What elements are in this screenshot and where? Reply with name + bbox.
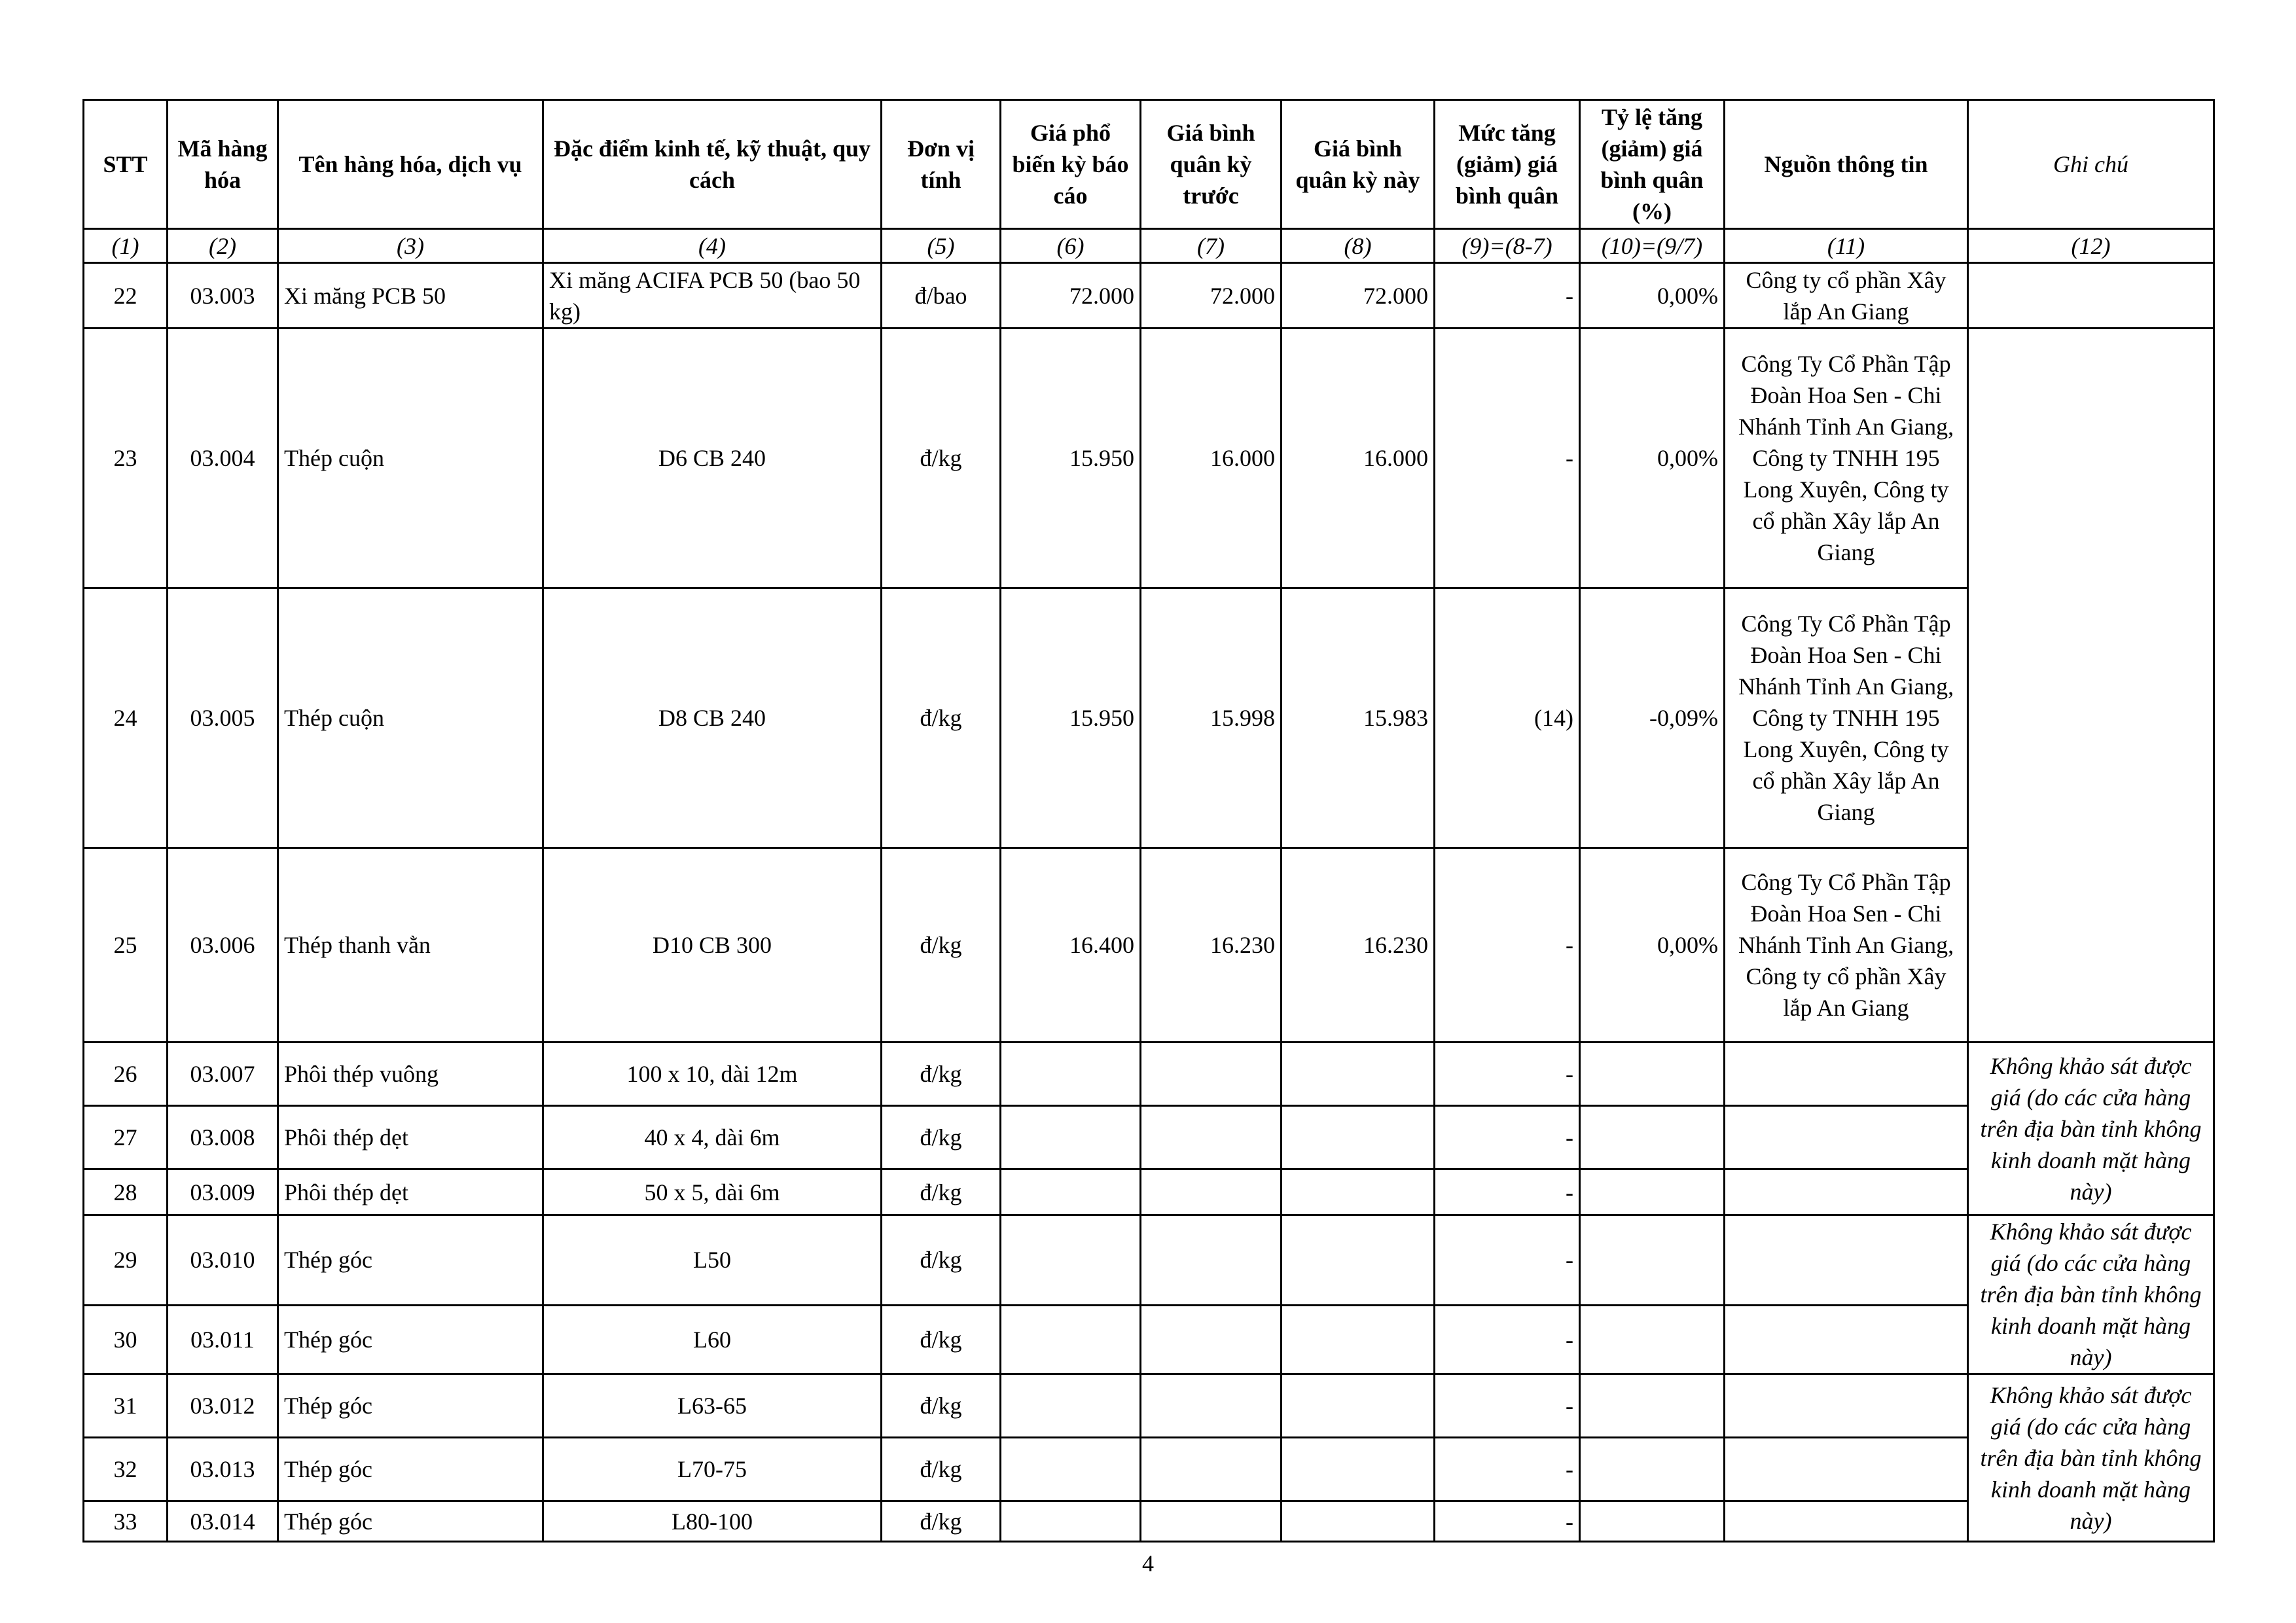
cell-code: 03.012 [168, 1374, 278, 1438]
cell-note [1968, 329, 2214, 1043]
column-number: (5) [882, 229, 1001, 263]
header-curr-avg: Giá bình quân kỳ này [1282, 100, 1435, 229]
cell-source: Công Ty Cổ Phần Tập Đoàn Hoa Sen - Chi Nhánh Tỉnh An Giang, Công ty TNHH 195 Long Xuyên, Công ty cổ phần Xây lắp An Giang [1725, 329, 1968, 588]
cell-note [1968, 263, 2214, 329]
cell-spec: L60 [543, 1305, 882, 1374]
cell-unit: đ/kg [882, 1305, 1001, 1374]
cell-common-price: 15.950 [1001, 329, 1141, 588]
cell-code: 03.011 [168, 1305, 278, 1374]
cell-unit: đ/kg [882, 329, 1001, 588]
cell-spec: L63-65 [543, 1374, 882, 1438]
cell-note-survey: Không khảo sát được giá (do các cửa hàng trên địa bàn tỉnh không kinh doanh mặt hàng này) [1968, 1215, 2214, 1374]
cell-change: - [1435, 1106, 1580, 1169]
table-row [84, 1438, 2214, 1501]
column-number: (6) [1001, 229, 1141, 263]
cell-curr-avg: 16.230 [1282, 848, 1435, 1043]
cell-name: Thép thanh vằn [278, 848, 543, 1043]
cell-code: 03.004 [168, 329, 278, 588]
cell-change: (14) [1435, 588, 1580, 848]
cell-rate: 0,00% [1580, 329, 1725, 588]
cell-change: - [1435, 1501, 1580, 1542]
cell-rate: -0,09% [1580, 588, 1725, 848]
cell-note-survey: Không khảo sát được giá (do các cửa hàng trên địa bàn tỉnh không kinh doanh mặt hàng này) [1968, 1374, 2214, 1542]
cell-change: - [1435, 1305, 1580, 1374]
cell-name: Xi măng PCB 50 [278, 263, 543, 329]
cell-change: - [1435, 1374, 1580, 1438]
table-row [84, 1169, 2214, 1215]
cell-name: Thép góc [278, 1438, 543, 1501]
cell-unit: đ/kg [882, 1169, 1001, 1215]
cell-spec: 40 x 4, dài 6m [543, 1106, 882, 1169]
header-rate: Tỷ lệ tăng (giảm) giá bình quân (%) [1580, 100, 1725, 229]
table-row [84, 263, 2214, 329]
cell-name: Thép cuộn [278, 329, 543, 588]
column-number: (7) [1141, 229, 1282, 263]
cell-unit: đ/kg [882, 1043, 1001, 1106]
page-number: 4 [1142, 1550, 1154, 1577]
cell-unit: đ/kg [882, 848, 1001, 1043]
cell-change: - [1435, 1169, 1580, 1215]
cell-stt: 22 [84, 263, 168, 329]
header-source: Nguồn thông tin [1725, 100, 1968, 229]
cell-code: 03.013 [168, 1438, 278, 1501]
column-number: (2) [168, 229, 278, 263]
cell-note-survey: Không khảo sát được giá (do các cửa hàng trên địa bàn tỉnh không kinh doanh mặt hàng này) [1968, 1043, 2214, 1215]
cell-unit: đ/kg [882, 1438, 1001, 1501]
cell-spec: D6 CB 240 [543, 329, 882, 588]
column-number-row [84, 229, 2214, 263]
cell-unit: đ/kg [882, 1106, 1001, 1169]
table-row [84, 329, 2214, 588]
table-row [84, 588, 2214, 848]
table-row [84, 848, 2214, 1043]
cell-code: 03.005 [168, 588, 278, 848]
header-note: Ghi chú [1968, 100, 2214, 229]
cell-stt: 33 [84, 1501, 168, 1542]
cell-spec: L80-100 [543, 1501, 882, 1542]
cell-code: 03.003 [168, 263, 278, 329]
table-row [84, 1106, 2214, 1169]
cell-change: - [1435, 1043, 1580, 1106]
cell-change: - [1435, 329, 1580, 588]
header-spec: Đặc điểm kinh tế, kỹ thuật, quy cách [543, 100, 882, 229]
column-number: (12) [1968, 229, 2214, 263]
table-row [84, 1215, 2214, 1306]
cell-name: Phôi thép dẹt [278, 1169, 543, 1215]
header-stt: STT [84, 100, 168, 229]
cell-source: Công ty cổ phần Xây lắp An Giang [1725, 263, 1968, 329]
column-number: (11) [1725, 229, 1968, 263]
cell-change: - [1435, 848, 1580, 1043]
cell-rate: 0,00% [1580, 848, 1725, 1043]
cell-name: Thép góc [278, 1501, 543, 1542]
cell-name: Phôi thép vuông [278, 1043, 543, 1106]
column-number: (9)=(8-7) [1435, 229, 1580, 263]
header-code: Mã hàng hóa [168, 100, 278, 229]
cell-stt: 32 [84, 1438, 168, 1501]
cell-common-price: 16.400 [1001, 848, 1141, 1043]
cell-change: - [1435, 263, 1580, 329]
cell-curr-avg: 15.983 [1282, 588, 1435, 848]
cell-stt: 31 [84, 1374, 168, 1438]
header-change: Mức tăng (giảm) giá bình quân [1435, 100, 1580, 229]
column-number: (1) [84, 229, 168, 263]
cell-stt: 28 [84, 1169, 168, 1215]
cell-spec: L50 [543, 1215, 882, 1306]
cell-spec: D8 CB 240 [543, 588, 882, 848]
cell-change: - [1435, 1215, 1580, 1306]
cell-curr-avg: 72.000 [1282, 263, 1435, 329]
cell-prev-avg: 72.000 [1141, 263, 1282, 329]
price-table [82, 99, 2215, 1543]
cell-common-price: 15.950 [1001, 588, 1141, 848]
table-row [84, 1043, 2214, 1106]
cell-stt: 29 [84, 1215, 168, 1306]
cell-spec: Xi măng ACIFA PCB 50 (bao 50 kg) [543, 263, 882, 329]
cell-unit: đ/kg [882, 1215, 1001, 1306]
header-unit: Đơn vị tính [882, 100, 1001, 229]
cell-stt: 27 [84, 1106, 168, 1169]
column-number: (3) [278, 229, 543, 263]
cell-stt: 23 [84, 329, 168, 588]
cell-stt: 24 [84, 588, 168, 848]
cell-code: 03.007 [168, 1043, 278, 1106]
cell-unit: đ/kg [882, 1374, 1001, 1438]
cell-prev-avg: 16.230 [1141, 848, 1282, 1043]
cell-name: Thép góc [278, 1215, 543, 1306]
header-row [84, 100, 2214, 229]
cell-source: Công Ty Cổ Phần Tập Đoàn Hoa Sen - Chi Nhánh Tỉnh An Giang, Công ty TNHH 195 Long Xuyên, Công ty cổ phần Xây lắp An Giang [1725, 588, 1968, 848]
cell-prev-avg: 16.000 [1141, 329, 1282, 588]
cell-spec: L70-75 [543, 1438, 882, 1501]
cell-code: 03.006 [168, 848, 278, 1043]
header-prev-avg: Giá bình quân kỳ trước [1141, 100, 1282, 229]
table-row [84, 1374, 2214, 1438]
column-number: (8) [1282, 229, 1435, 263]
cell-stt: 26 [84, 1043, 168, 1106]
header-name: Tên hàng hóa, dịch vụ [278, 100, 543, 229]
cell-unit: đ/kg [882, 1501, 1001, 1542]
header-common-price: Giá phổ biến kỳ báo cáo [1001, 100, 1141, 229]
cell-name: Thép góc [278, 1305, 543, 1374]
cell-common-price: 72.000 [1001, 263, 1141, 329]
cell-code: 03.009 [168, 1169, 278, 1215]
cell-unit: đ/bao [882, 263, 1001, 329]
cell-name: Thép góc [278, 1374, 543, 1438]
cell-prev-avg: 15.998 [1141, 588, 1282, 848]
cell-stt: 30 [84, 1305, 168, 1374]
cell-spec: 50 x 5, dài 6m [543, 1169, 882, 1215]
cell-code: 03.014 [168, 1501, 278, 1542]
cell-curr-avg: 16.000 [1282, 329, 1435, 588]
cell-stt: 25 [84, 848, 168, 1043]
cell-code: 03.010 [168, 1215, 278, 1306]
cell-rate: 0,00% [1580, 263, 1725, 329]
table-row [84, 1305, 2214, 1374]
column-number: (4) [543, 229, 882, 263]
cell-source: Công Ty Cổ Phần Tập Đoàn Hoa Sen - Chi Nhánh Tỉnh An Giang, Công ty cổ phần Xây lắp An Giang [1725, 848, 1968, 1043]
cell-spec: 100 x 10, dài 12m [543, 1043, 882, 1106]
column-number: (10)=(9/7) [1580, 229, 1725, 263]
cell-spec: D10 CB 300 [543, 848, 882, 1043]
table-row [84, 1501, 2214, 1542]
cell-name: Phôi thép dẹt [278, 1106, 543, 1169]
cell-unit: đ/kg [882, 588, 1001, 848]
cell-change: - [1435, 1438, 1580, 1501]
cell-code: 03.008 [168, 1106, 278, 1169]
cell-name: Thép cuộn [278, 588, 543, 848]
